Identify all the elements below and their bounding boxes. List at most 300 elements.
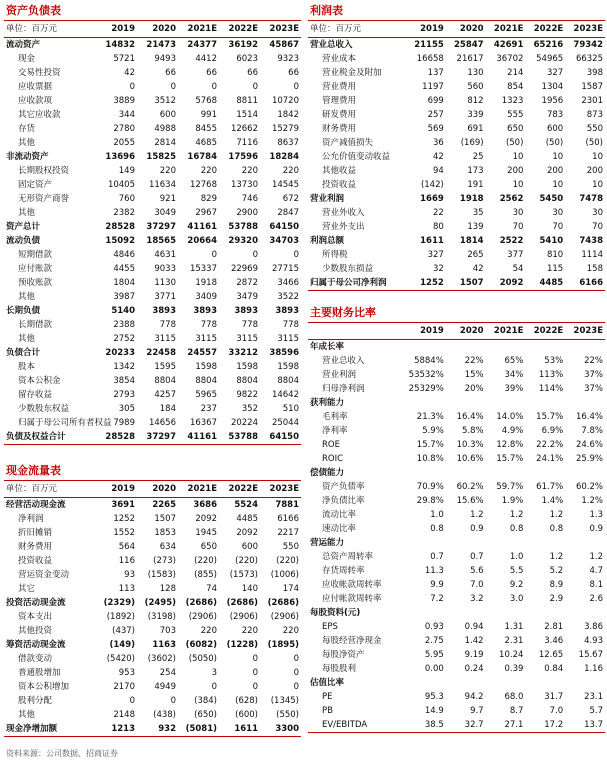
cell-value: [406, 396, 446, 410]
unit-label: 单位：百万元: [308, 21, 406, 38]
row-label: 每股经营净现金: [322, 636, 382, 646]
cell-value: 128: [159, 584, 176, 594]
cell-value: 3889: [113, 96, 135, 106]
cell-value: 0: [129, 696, 135, 706]
cell-value: 24377: [187, 40, 217, 50]
cell-value: 54: [512, 264, 524, 274]
cell-value: 8804: [277, 376, 299, 386]
cell-value: 149: [118, 166, 135, 176]
cell-value: 10.8%: [416, 454, 444, 464]
header-row: [308, 323, 605, 340]
row-label: 其他: [18, 138, 36, 148]
cell-value: 13.7: [565, 718, 605, 733]
cell-value: 2814: [154, 138, 176, 148]
cell-value: 10.24: [499, 650, 524, 660]
cell-value: 1.2: [470, 510, 484, 520]
table-row: [308, 452, 605, 466]
table-row: [308, 192, 605, 206]
cell-value: 3893: [193, 306, 217, 316]
cell-value: 3115: [195, 334, 217, 344]
row-label: 研发费用: [322, 110, 357, 120]
cell-value: 9.2: [509, 580, 524, 590]
cell-value: 2388: [113, 320, 135, 330]
cell-value: 305: [118, 404, 135, 414]
cell-value: 25.9%: [575, 454, 603, 464]
row-label: 公允价值变动收益: [322, 152, 391, 162]
cell-value: 59.7%: [496, 482, 524, 492]
cell-value: 0.9: [589, 524, 603, 534]
cell-value: 10: [512, 152, 524, 162]
cell-value: [406, 606, 446, 620]
row-label: 营业税金及附加: [322, 68, 382, 78]
cell-value: 4257: [154, 390, 176, 400]
row-label: 应收票据: [18, 82, 53, 92]
cell-value: [406, 340, 446, 355]
balance-sheet-title: 资产负债表: [4, 2, 301, 21]
cell-value: (5420): [106, 654, 135, 664]
year-header: 2020: [137, 21, 178, 38]
cell-value: 9822: [236, 390, 258, 400]
cell-value: 4485: [525, 276, 565, 291]
cell-value: 220: [200, 166, 217, 176]
table-row: [308, 276, 605, 291]
cell-value: (50): [505, 138, 524, 148]
cell-value: 20664: [187, 236, 217, 246]
cell-value: 25847: [454, 40, 484, 50]
row-label: 其它: [18, 584, 36, 594]
row-label: 负债合计: [6, 348, 41, 358]
cell-value: 70.9%: [416, 482, 444, 492]
cell-value: 2780: [113, 124, 135, 134]
cell-value: 4846: [113, 250, 135, 260]
row-label: 短期借款: [18, 250, 53, 260]
row-label: PE: [322, 692, 333, 702]
cell-value: 1197: [422, 82, 444, 92]
row-label: 存货: [18, 124, 36, 134]
table-row: [4, 164, 301, 178]
unit-label: 单位：百万元: [4, 481, 96, 498]
cell-value: 699: [427, 96, 444, 106]
row-label: 其他收益: [322, 166, 357, 176]
cell-value: 42: [472, 264, 484, 274]
cell-value: 3854: [113, 376, 135, 386]
cell-value: 812: [467, 96, 484, 106]
table-row: [308, 620, 605, 634]
year-header: 2022E: [219, 21, 260, 38]
row-label: 长期借款: [18, 320, 53, 330]
cell-value: 2.9: [549, 594, 564, 604]
cell-value: 5.95: [424, 650, 444, 660]
cell-value: 0: [293, 250, 299, 260]
cell-value: 327: [427, 250, 444, 260]
row-label: 营业总收入: [322, 356, 365, 366]
cell-value: 114%: [538, 384, 564, 394]
cell-value: 10720: [271, 96, 299, 106]
cell-value: 257: [427, 110, 444, 120]
cell-value: 1304: [541, 82, 564, 92]
header-row: [4, 21, 301, 38]
year-header: 2023E: [565, 323, 605, 340]
cell-value: 70: [512, 222, 524, 232]
row-label: 非流动资产: [6, 152, 49, 162]
cell-value: 0.8: [430, 524, 444, 534]
cell-value: 2847: [277, 208, 299, 218]
row-label: 流动负债: [6, 236, 41, 246]
cell-value: (437): [112, 626, 135, 636]
row-label: 每股资料(元): [310, 608, 361, 618]
cell-value: 7.2: [430, 594, 444, 604]
cell-value: 237: [200, 404, 217, 414]
cell-value: 24557: [187, 348, 217, 358]
cell-value: 555: [507, 110, 524, 120]
cell-value: 672: [282, 194, 299, 204]
cell-value: 9.19: [464, 650, 484, 660]
cell-value: 352: [241, 404, 258, 414]
table-row: [4, 708, 301, 722]
cell-value: [406, 466, 446, 480]
cell-value: 220: [200, 626, 217, 636]
cell-value: (2906): [270, 612, 299, 622]
cell-value: 0: [252, 668, 258, 678]
year-header: 2022E: [525, 21, 565, 38]
cell-value: 4412: [195, 54, 217, 64]
cell-value: 3115: [236, 334, 258, 344]
row-label: 其他: [18, 334, 36, 344]
cell-value: 600: [546, 124, 564, 134]
row-label: 投资活动现金流: [6, 598, 66, 608]
table-row: [308, 396, 605, 410]
row-label: 速动比率: [322, 524, 357, 534]
cell-value: 137: [427, 68, 444, 78]
cell-value: 95.3: [424, 692, 444, 702]
table-row: [308, 410, 605, 424]
cell-value: 550: [586, 124, 603, 134]
cell-value: 14.9: [424, 706, 444, 716]
source-footnote: 资料来源：公司数据、招商证券: [6, 749, 118, 758]
cell-value: 1595: [154, 362, 176, 372]
cell-value: 45867: [269, 40, 299, 50]
cell-value: 9.9: [430, 580, 444, 590]
cell-value: (1573): [229, 570, 258, 580]
table-row: [4, 290, 301, 304]
year-header: 2019: [406, 21, 446, 38]
cell-value: 3409: [195, 292, 217, 302]
table-row: [4, 582, 301, 596]
cell-value: 1130: [154, 278, 176, 288]
cell-value: 16.4%: [575, 412, 603, 422]
cell-value: 22%: [584, 356, 603, 366]
cell-value: 16658: [416, 54, 444, 64]
cell-value: 8804: [236, 376, 258, 386]
cell-value: 3115: [154, 334, 176, 344]
year-header: 2023E: [260, 21, 301, 38]
year-header: 2020: [446, 21, 486, 38]
cell-value: [446, 536, 486, 550]
row-label: PB: [322, 706, 333, 716]
cell-value: 2522: [499, 236, 524, 246]
cell-value: 398: [586, 68, 603, 78]
cell-value: 15279: [271, 124, 299, 134]
cell-value: 560: [467, 82, 484, 92]
row-label: 普通股增加: [18, 668, 61, 678]
row-label: 长期负债: [6, 306, 41, 316]
row-label: 无形资产商誉: [18, 194, 70, 204]
cell-value: 22458: [146, 348, 176, 358]
table-row: [308, 564, 605, 578]
cell-value: (2686): [185, 598, 217, 608]
cell-value: 32: [432, 264, 444, 274]
cell-value: 6166: [565, 276, 605, 291]
table-row: [4, 304, 301, 318]
row-label: 营业成本: [322, 54, 357, 64]
cell-value: 20224: [230, 418, 258, 428]
cell-value: 200: [507, 166, 524, 176]
row-label: 资本公积金: [18, 376, 61, 386]
table-row: [308, 634, 605, 648]
cell-value: 15.7%: [536, 412, 564, 422]
row-label: 资本公积增加: [18, 682, 70, 692]
cell-value: 53%: [544, 356, 564, 366]
year-header: 2019: [96, 481, 137, 498]
cell-value: 66325: [575, 54, 603, 64]
row-label: 每股股利: [322, 664, 357, 674]
cell-value: (220): [194, 556, 217, 566]
cell-value: 0.84: [544, 664, 564, 674]
cell-value: 94.2: [464, 692, 484, 702]
row-label: 其他: [18, 710, 36, 720]
header-row: [308, 21, 605, 38]
table-row: [4, 66, 301, 80]
cell-value: 5.5: [509, 566, 524, 576]
table-row: [308, 662, 605, 676]
table-row: [4, 318, 301, 332]
cell-value: 18565: [146, 236, 176, 246]
row-label: EV/EBITDA: [308, 718, 406, 733]
cell-value: 14.0%: [496, 412, 524, 422]
row-label: 资产负债率: [322, 482, 365, 492]
cell-value: 3771: [154, 292, 176, 302]
table-row: [4, 108, 301, 122]
table-row: [308, 550, 605, 564]
cell-value: 0.7: [430, 552, 444, 562]
cell-value: 5410: [539, 236, 564, 246]
cell-value: 15.7%: [416, 440, 444, 450]
row-label: 现金: [18, 54, 36, 64]
cell-value: (384): [194, 696, 217, 706]
cell-value: 15092: [105, 236, 135, 246]
table-row: [308, 38, 605, 53]
cell-value: 0: [252, 250, 258, 260]
row-label: 年成长率: [310, 342, 345, 352]
cell-value: 4.93: [584, 636, 603, 646]
cell-value: 1.16: [584, 664, 603, 674]
cell-value: (50): [545, 138, 564, 148]
table-row: [4, 680, 301, 694]
table-row: [308, 178, 605, 192]
cell-value: 64150: [269, 222, 299, 232]
cell-value: 3300: [260, 722, 301, 737]
cell-value: 12.8%: [496, 440, 524, 450]
cell-value: 22.2%: [536, 440, 564, 450]
table-row: [308, 690, 605, 704]
cell-value: [565, 466, 605, 480]
cell-value: (3602): [147, 654, 176, 664]
cell-value: [565, 396, 605, 410]
cell-value: 650: [200, 542, 217, 552]
cell-value: 220: [282, 166, 299, 176]
cell-value: 94: [432, 166, 444, 176]
year-header: 2021E: [178, 21, 219, 38]
cell-value: 140: [241, 584, 258, 594]
cell-value: 5965: [195, 390, 217, 400]
cell-value: 2793: [113, 390, 135, 400]
cell-value: 1853: [154, 528, 176, 538]
cell-value: 0.93: [424, 622, 444, 632]
cell-value: 11.3: [424, 566, 444, 576]
cell-value: 65216: [533, 40, 564, 50]
cell-value: 42: [124, 68, 135, 78]
cell-value: 5.8%: [461, 426, 484, 436]
cell-value: 1252: [406, 276, 446, 291]
cell-value: 4685: [195, 138, 217, 148]
year-header: 2021E: [486, 21, 526, 38]
cell-value: 64150: [260, 430, 301, 445]
table-row: [308, 676, 605, 690]
cell-value: 2752: [113, 334, 135, 344]
cell-value: 1611: [219, 722, 260, 737]
cell-value: 4455: [113, 264, 135, 274]
cell-value: 2562: [499, 194, 524, 204]
cell-value: 10: [512, 180, 524, 190]
cell-value: (855): [194, 570, 217, 580]
cell-value: 1598: [236, 362, 258, 372]
cell-value: 12768: [189, 180, 217, 190]
cell-value: 53532%: [408, 370, 444, 380]
table-row: [4, 638, 301, 652]
cell-value: 65%: [504, 356, 524, 366]
row-label: 负债及权益合计: [4, 430, 96, 445]
table-row: [4, 220, 301, 234]
row-label: 应收帐款周转率: [322, 580, 382, 590]
cell-value: 60.2%: [456, 482, 484, 492]
cell-value: 1.2: [589, 552, 603, 562]
cell-value: 1.3: [589, 510, 603, 520]
table-row: [308, 220, 605, 234]
cell-value: (2329): [103, 598, 135, 608]
year-header: 2023E: [565, 21, 605, 38]
cell-value: 10.6%: [456, 454, 484, 464]
table-row: [4, 346, 301, 360]
row-label: 资产总计: [6, 222, 41, 232]
cell-value: 113%: [538, 370, 564, 380]
cell-value: 344: [118, 110, 135, 120]
cell-value: 510: [282, 404, 299, 414]
row-label: 少数股东损益: [322, 264, 374, 274]
cell-value: 16784: [187, 152, 217, 162]
balance-sheet-panel: [4, 2, 301, 445]
cell-value: 5450: [539, 194, 564, 204]
cell-value: 1804: [113, 278, 135, 288]
row-label: 营运能力: [310, 538, 345, 548]
cell-value: [565, 340, 605, 355]
cell-value: 9493: [154, 54, 176, 64]
cell-value: 8811: [236, 96, 258, 106]
cell-value: 10: [592, 180, 603, 190]
cell-value: (149): [109, 640, 135, 650]
cell-value: 35: [472, 208, 484, 218]
cell-value: 569: [427, 124, 444, 134]
cell-value: 3987: [113, 292, 135, 302]
cell-value: 1.2: [549, 510, 564, 520]
cell-value: 36: [432, 138, 444, 148]
cell-value: (2906): [229, 612, 258, 622]
cell-value: 158: [586, 264, 603, 274]
table-row: [308, 494, 605, 508]
cell-value: 28528: [96, 430, 137, 445]
cell-value: 2.6: [589, 594, 603, 604]
cell-value: 0.8: [549, 524, 564, 534]
cell-value: 3.86: [584, 622, 603, 632]
row-label: 少数股东权益: [18, 404, 70, 414]
cell-value: 53788: [228, 222, 258, 232]
cell-value: 220: [282, 626, 299, 636]
cell-value: 30: [592, 208, 603, 218]
cell-value: (220): [235, 556, 258, 566]
cell-value: 32.7: [446, 718, 486, 733]
cell-value: 8.1: [589, 580, 603, 590]
table-row: [4, 276, 301, 290]
cell-value: (3198): [147, 612, 176, 622]
row-label: 应收款项: [18, 96, 53, 106]
cell-value: 0: [293, 668, 299, 678]
table-row: [308, 368, 605, 382]
cell-value: 0.94: [464, 622, 484, 632]
cell-value: 0.7: [470, 552, 484, 562]
table-row: [308, 354, 605, 368]
table-row: [4, 94, 301, 108]
table-row: [308, 150, 605, 164]
cell-value: 200: [546, 166, 564, 176]
cell-value: 339: [467, 110, 484, 120]
cell-value: 37297: [146, 222, 176, 232]
cell-value: 174: [282, 584, 299, 594]
cell-value: 1598: [195, 362, 217, 372]
cell-value: 3115: [277, 334, 299, 344]
cell-value: 200: [586, 166, 603, 176]
table-row: [4, 568, 301, 582]
cell-value: [525, 676, 565, 690]
cell-value: 1669: [420, 194, 444, 204]
cell-value: 0: [252, 682, 258, 692]
cell-value: 7478: [579, 194, 603, 204]
cell-value: [406, 676, 446, 690]
cell-value: 0: [293, 82, 299, 92]
cell-value: 1323: [501, 96, 524, 106]
cell-value: 9.7: [470, 706, 484, 716]
cell-value: 74: [206, 584, 217, 594]
table-row: [4, 624, 301, 638]
cell-value: 1.31: [504, 622, 524, 632]
cell-value: 10: [592, 152, 603, 162]
cell-value: 27.1: [486, 718, 526, 733]
cell-value: 5140: [111, 306, 135, 316]
cell-value: 7.0: [470, 580, 484, 590]
cell-value: (600): [235, 710, 258, 720]
cell-value: [565, 536, 605, 550]
cell-value: 1514: [236, 110, 258, 120]
cell-value: 33212: [228, 348, 258, 358]
cell-value: 873: [586, 110, 603, 120]
